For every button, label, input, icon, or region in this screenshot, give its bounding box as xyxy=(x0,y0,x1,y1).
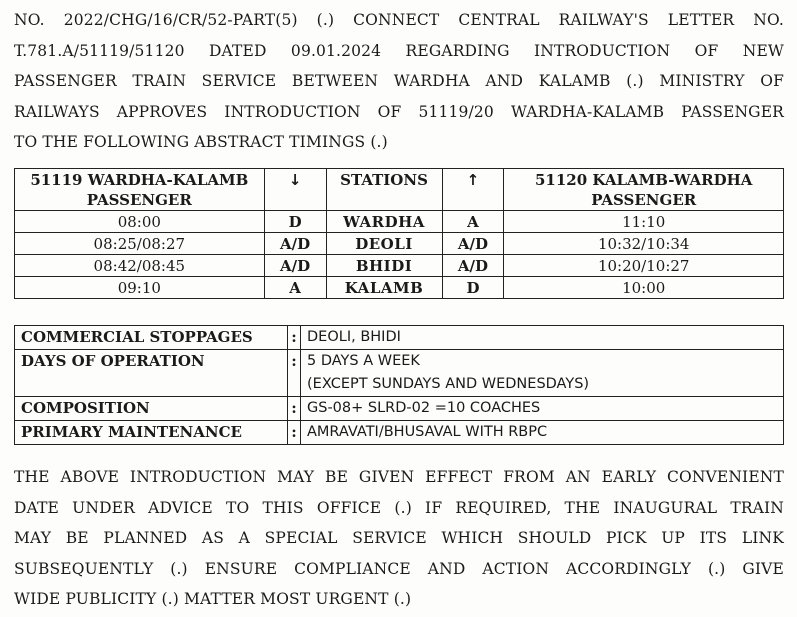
intro-paragraph xyxy=(14,5,784,158)
down-code: D xyxy=(264,211,326,233)
down-train-header: 51119 WARDHA-KALAMB PASSENGER xyxy=(15,169,265,211)
down-time: 08:42/08:45 xyxy=(15,255,265,277)
up-code: A/D xyxy=(442,255,504,277)
days-of-operation-label: DAYS OF OPERATION xyxy=(15,350,288,397)
down-arrow-icon: ↓ xyxy=(264,169,326,211)
closing-line: THE ABOVE INTRODUCTION MAY BE GIVEN EFFECT FROM AN EARLY CONVENIENT xyxy=(14,468,784,486)
closing-line: MAY BE PLANNED AS A SPECIAL SERVICE WHICH SHOULD PICK UP ITS LINK xyxy=(14,529,784,548)
timings-header-row xyxy=(15,169,784,211)
table-row xyxy=(15,421,784,445)
commercial-stoppages-label: COMMERCIAL STOPPAGES xyxy=(15,326,288,350)
table-row xyxy=(15,233,784,255)
intro-line: TO THE FOLLOWING ABSTRACT TIMINGS (.) xyxy=(14,133,388,152)
up-time: 10:00 xyxy=(504,277,784,299)
separator-colon: : xyxy=(288,350,301,397)
down-time: 08:00 xyxy=(15,211,265,233)
composition-value: GS-08+ SLRD-02 =10 COACHES xyxy=(301,397,784,421)
closing-line: SUBSEQUENTLY (.) ENSURE COMPLIANCE AND ACTION ACCORDINGLY (.) GIVE xyxy=(14,559,784,578)
primary-maintenance-label: PRIMARY MAINTENANCE xyxy=(15,421,288,445)
station-name: WARDHA xyxy=(326,211,442,233)
station-name: KALAMB xyxy=(326,277,442,299)
table-row xyxy=(15,277,784,299)
details-table xyxy=(14,325,784,445)
up-code: A/D xyxy=(442,233,504,255)
up-train-header: 51120 KALAMB-WARDHA PASSENGER xyxy=(504,169,784,211)
days-of-operation-value xyxy=(301,350,784,397)
intro-line: RAILWAYS APPROVES INTRODUCTION OF 51119/20 WARDHA-KALAMB PASSENGER xyxy=(14,102,784,121)
separator-colon: : xyxy=(288,326,301,350)
intro-line: PASSENGER TRAIN SERVICE BETWEEN WARDHA AND KALAMB (.) MINISTRY OF xyxy=(14,72,784,91)
table-row xyxy=(15,211,784,233)
primary-maintenance-value: AMRAVATI/BHUSAVAL WITH RBPC xyxy=(301,421,784,445)
separator-colon: : xyxy=(288,421,301,445)
commercial-stoppages-value: DEOLI, BHIDI xyxy=(301,326,784,350)
intro-line: T.781.A/51119/51120 DATED 09.01.2024 REGARDING INTRODUCTION OF NEW xyxy=(14,41,784,60)
stations-header: STATIONS xyxy=(326,169,442,211)
table-row xyxy=(15,350,784,397)
down-time: 08:25/08:27 xyxy=(15,233,265,255)
down-time: 09:10 xyxy=(15,277,265,299)
days-exception-line: (EXCEPT SUNDAYS AND WEDNESDAYS) xyxy=(307,376,590,392)
timings-table xyxy=(14,168,784,299)
station-name: DEOLI xyxy=(326,233,442,255)
station-name: BHIDI xyxy=(326,255,442,277)
down-code: A/D xyxy=(264,233,326,255)
table-row xyxy=(15,255,784,277)
up-time: 10:32/10:34 xyxy=(504,233,784,255)
table-row xyxy=(15,397,784,421)
up-time: 10:20/10:27 xyxy=(504,255,784,277)
closing-paragraph xyxy=(14,462,784,615)
closing-line: DATE UNDER ADVICE TO THIS OFFICE (.) IF REQUIRED, THE INAUGURAL TRAIN xyxy=(14,498,784,517)
up-time: 11:10 xyxy=(504,211,784,233)
down-code: A/D xyxy=(264,255,326,277)
intro-line: NO. 2022/CHG/16/CR/52-PART(5) (.) CONNECT CENTRAL RAILWAY'S LETTER NO. xyxy=(14,11,784,29)
composition-label: COMPOSITION xyxy=(15,397,288,421)
closing-line: WIDE PUBLICITY (.) MATTER MOST URGENT (.) xyxy=(14,590,412,609)
down-code: A xyxy=(264,277,326,299)
up-code: D xyxy=(442,277,504,299)
table-row xyxy=(15,326,784,350)
separator-colon: : xyxy=(288,397,301,421)
up-arrow-icon: ↑ xyxy=(442,169,504,211)
up-code: A xyxy=(442,211,504,233)
days-line: 5 DAYS A WEEK xyxy=(307,353,420,369)
